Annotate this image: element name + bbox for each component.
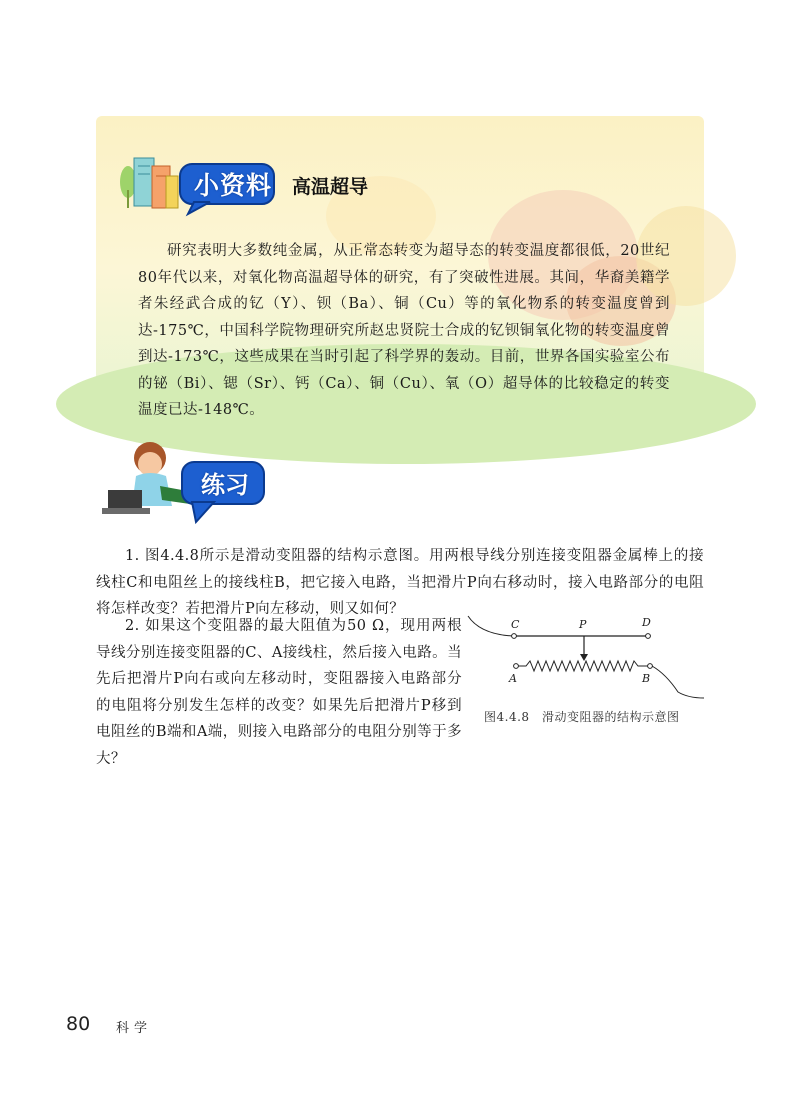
info-body: 研究表明大多数纯金属，从正常态转变为超导态的转变温度都很低，20世纪80年代以来，对氧化物高温超导体的研究，有了突破性进展。其间，华裔美籍学者朱经武合成的钇（Y）、钡（Ba）、铜（Cu）等的氧化物系的转变温度曾到达-175℃，中国科学院物理研究所赵忠贤院士合成的钇钡铜氧化物的转变温度曾到达-173℃，这些成果在当时引起了科学界的轰动。目前，世界各国实验室公布的铋（Bi）、锶（Sr）、钙（Ca）、铜（Cu）、氧（O）超导体的比较稳定的转变温度已达-148℃。 [138,243,670,418]
slider-arrow [580,654,588,661]
label-c: C [511,618,520,631]
running-head: 科学 [116,1021,153,1036]
wire-to-c [468,616,512,636]
figure-caption: 图4.4.8 滑动变阻器的结构示意图 [484,710,680,724]
terminal-c [512,634,517,639]
terminal-b [648,664,653,669]
info-title: 高温超导 [292,176,369,198]
rheostat-diagram [466,612,706,702]
info-box [96,116,704,418]
label-a: A [509,672,517,685]
info-badge-label: 小资料 [193,171,272,200]
label-b: B [642,672,651,685]
wire-from-b [652,666,704,698]
practice-badge-label: 练习 [201,471,249,499]
page-number: 80 [66,1013,91,1035]
label-d: D [642,616,651,629]
terminal-a [514,664,519,669]
exercise-1: 1. 图4.4.8所示是滑动变阻器的结构示意图。用两根导线分别连接变阻器金属棒上的接线柱C和电阻丝上的接线柱B，把它接入电路，当把滑片P向右移动时，接入电路部分的电阻将怎样改变？若把滑片P向左移动，则又如何？ [96,548,704,617]
exercise-2: 2. 如果这个变阻器的最大阻值为50 Ω，现用两根导线分别连接变阻器的C、A接线柱，然后接入电路。当先后把滑片P向右或向左移动时，变阻器接入电路部分的电阻将分别发生怎样的改变？如果先后把滑片P移到电阻丝的B端和A端，则接入电路部分的电阻分别等于多大？ [96,618,462,767]
resistance-wire [518,661,648,671]
terminal-d [646,634,651,639]
label-p: P [579,618,587,631]
